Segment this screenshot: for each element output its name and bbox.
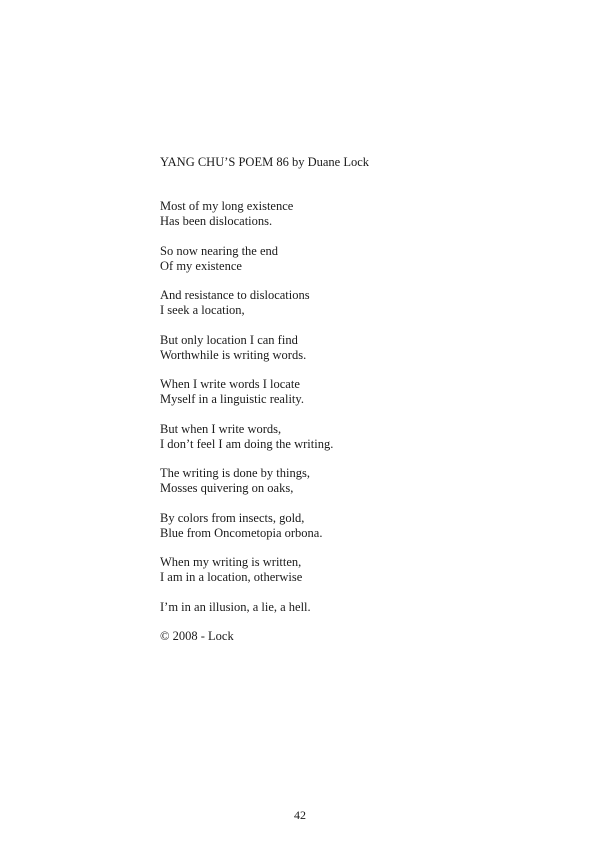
- stanza: [160, 511, 520, 541]
- poem-line: I’m in an illusion, a lie, a hell.: [160, 599, 311, 614]
- poem-line: But only location I can find: [160, 332, 298, 347]
- poem-line: I am in a location, otherwise: [160, 570, 303, 584]
- poem-line: And resistance to dislocations: [160, 288, 310, 302]
- poem-line: Myself in a linguistic reality.: [160, 392, 304, 406]
- poem-line: I seek a location,: [160, 303, 245, 317]
- poem-line: So now nearing the end: [160, 243, 279, 258]
- poem-line: Blue from Oncometopia orbona.: [160, 525, 323, 540]
- stanza: [160, 377, 520, 407]
- poem-line: Mosses quivering on oaks,: [160, 481, 294, 495]
- poem-line: By colors from insects, gold,: [160, 510, 305, 525]
- poem-line: But when I write words,: [160, 421, 282, 436]
- page-number: 42: [294, 808, 306, 822]
- stanza: [160, 199, 520, 229]
- poem-line: The writing is done by things,: [160, 466, 310, 480]
- stanza: [160, 555, 520, 585]
- poem-line: Worthwhile is writing words.: [160, 347, 307, 362]
- poem-line: When I write words I locate: [160, 377, 300, 391]
- stanza: [160, 466, 520, 496]
- poem-line: Of my existence: [160, 258, 242, 273]
- poem-title: YANG CHU’S POEM 86 by Duane Lock: [160, 155, 370, 169]
- stanza: [160, 244, 520, 274]
- stanza: [160, 600, 520, 615]
- stanza: [160, 288, 520, 318]
- poem-line: I don’t feel I am doing the writing.: [160, 436, 334, 451]
- copyright-notice: © 2008 - Lock: [160, 629, 234, 643]
- poem-line: Has been dislocations.: [160, 214, 273, 228]
- stanza: [160, 333, 520, 363]
- poem-line: When my writing is written,: [160, 555, 302, 569]
- poem-body: [160, 199, 520, 644]
- poem-line: Most of my long existence: [160, 199, 294, 213]
- stanza: [160, 422, 520, 452]
